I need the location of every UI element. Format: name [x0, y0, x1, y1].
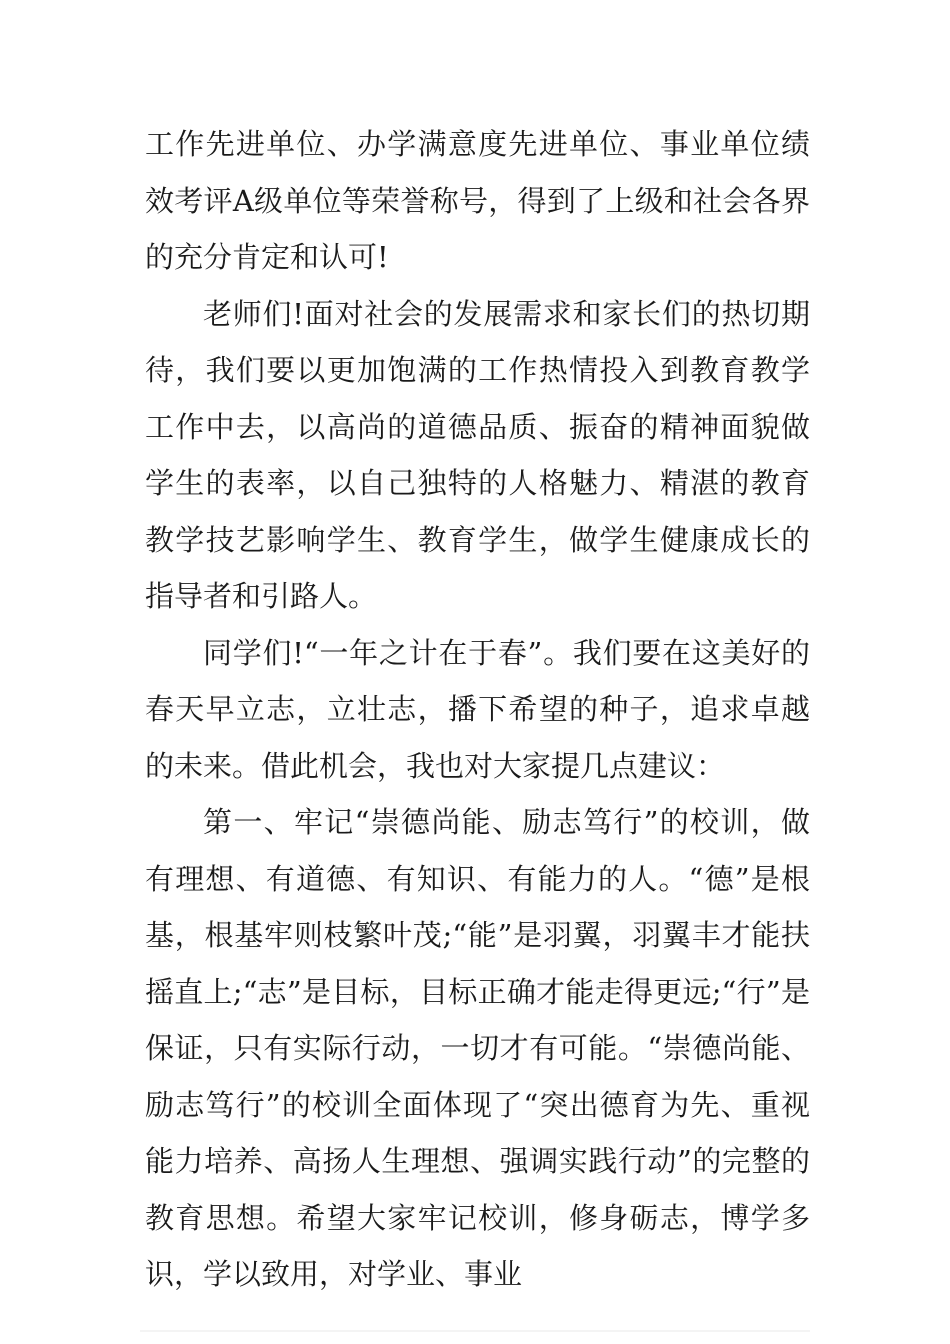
paragraph-students: 同学们!“一年之计在于春”。我们要在这美好的春天早立志，立壮志，播下希望的种子，追求卓越的未来。借此机会，我也对大家提几点建议：: [145, 635, 810, 783]
paragraph-honors: 工作先进单位、办学满意度先进单位、事业单位绩效考评A级单位等荣誉称号，得到了上级和社会各界的充分肯定和认可!: [145, 127, 810, 274]
paragraph-first-suggestion: 第一、牢记“崇德尚能、励志笃行”的校训，做有理想、有道德、有知识、有能力的人。“德”是根基，根基牢则枝繁叶茂;“能”是羽翼，羽翼丰才能扶摇直上;“志”是目标，目标正确才能走得更远;“行”是保证，只有实际行动，一切才有可能。“崇德尚能、励志笃行”的校训全面体现了“突出德育为先、重视能力培养、高扬人生理想、强调实践行动”的完整的教育思想。希望大家牢记校训，修身砺志，博学多识，学以致用，对学业、事业: [145, 805, 810, 1291]
page-bottom-divider: [140, 1330, 810, 1332]
document-body: [145, 116, 810, 1303]
paragraph-teachers: 老师们!面对社会的发展需求和家长们的热切期待，我们要以更加饱满的工作热情投入到教育教学工作中去，以高尚的道德品质、振奋的精神面貌做学生的表率，以自己独特的人格魅力、精湛的教育教学技艺影响学生、教育学生，做学生健康成长的指导者和引路人。: [145, 296, 810, 613]
